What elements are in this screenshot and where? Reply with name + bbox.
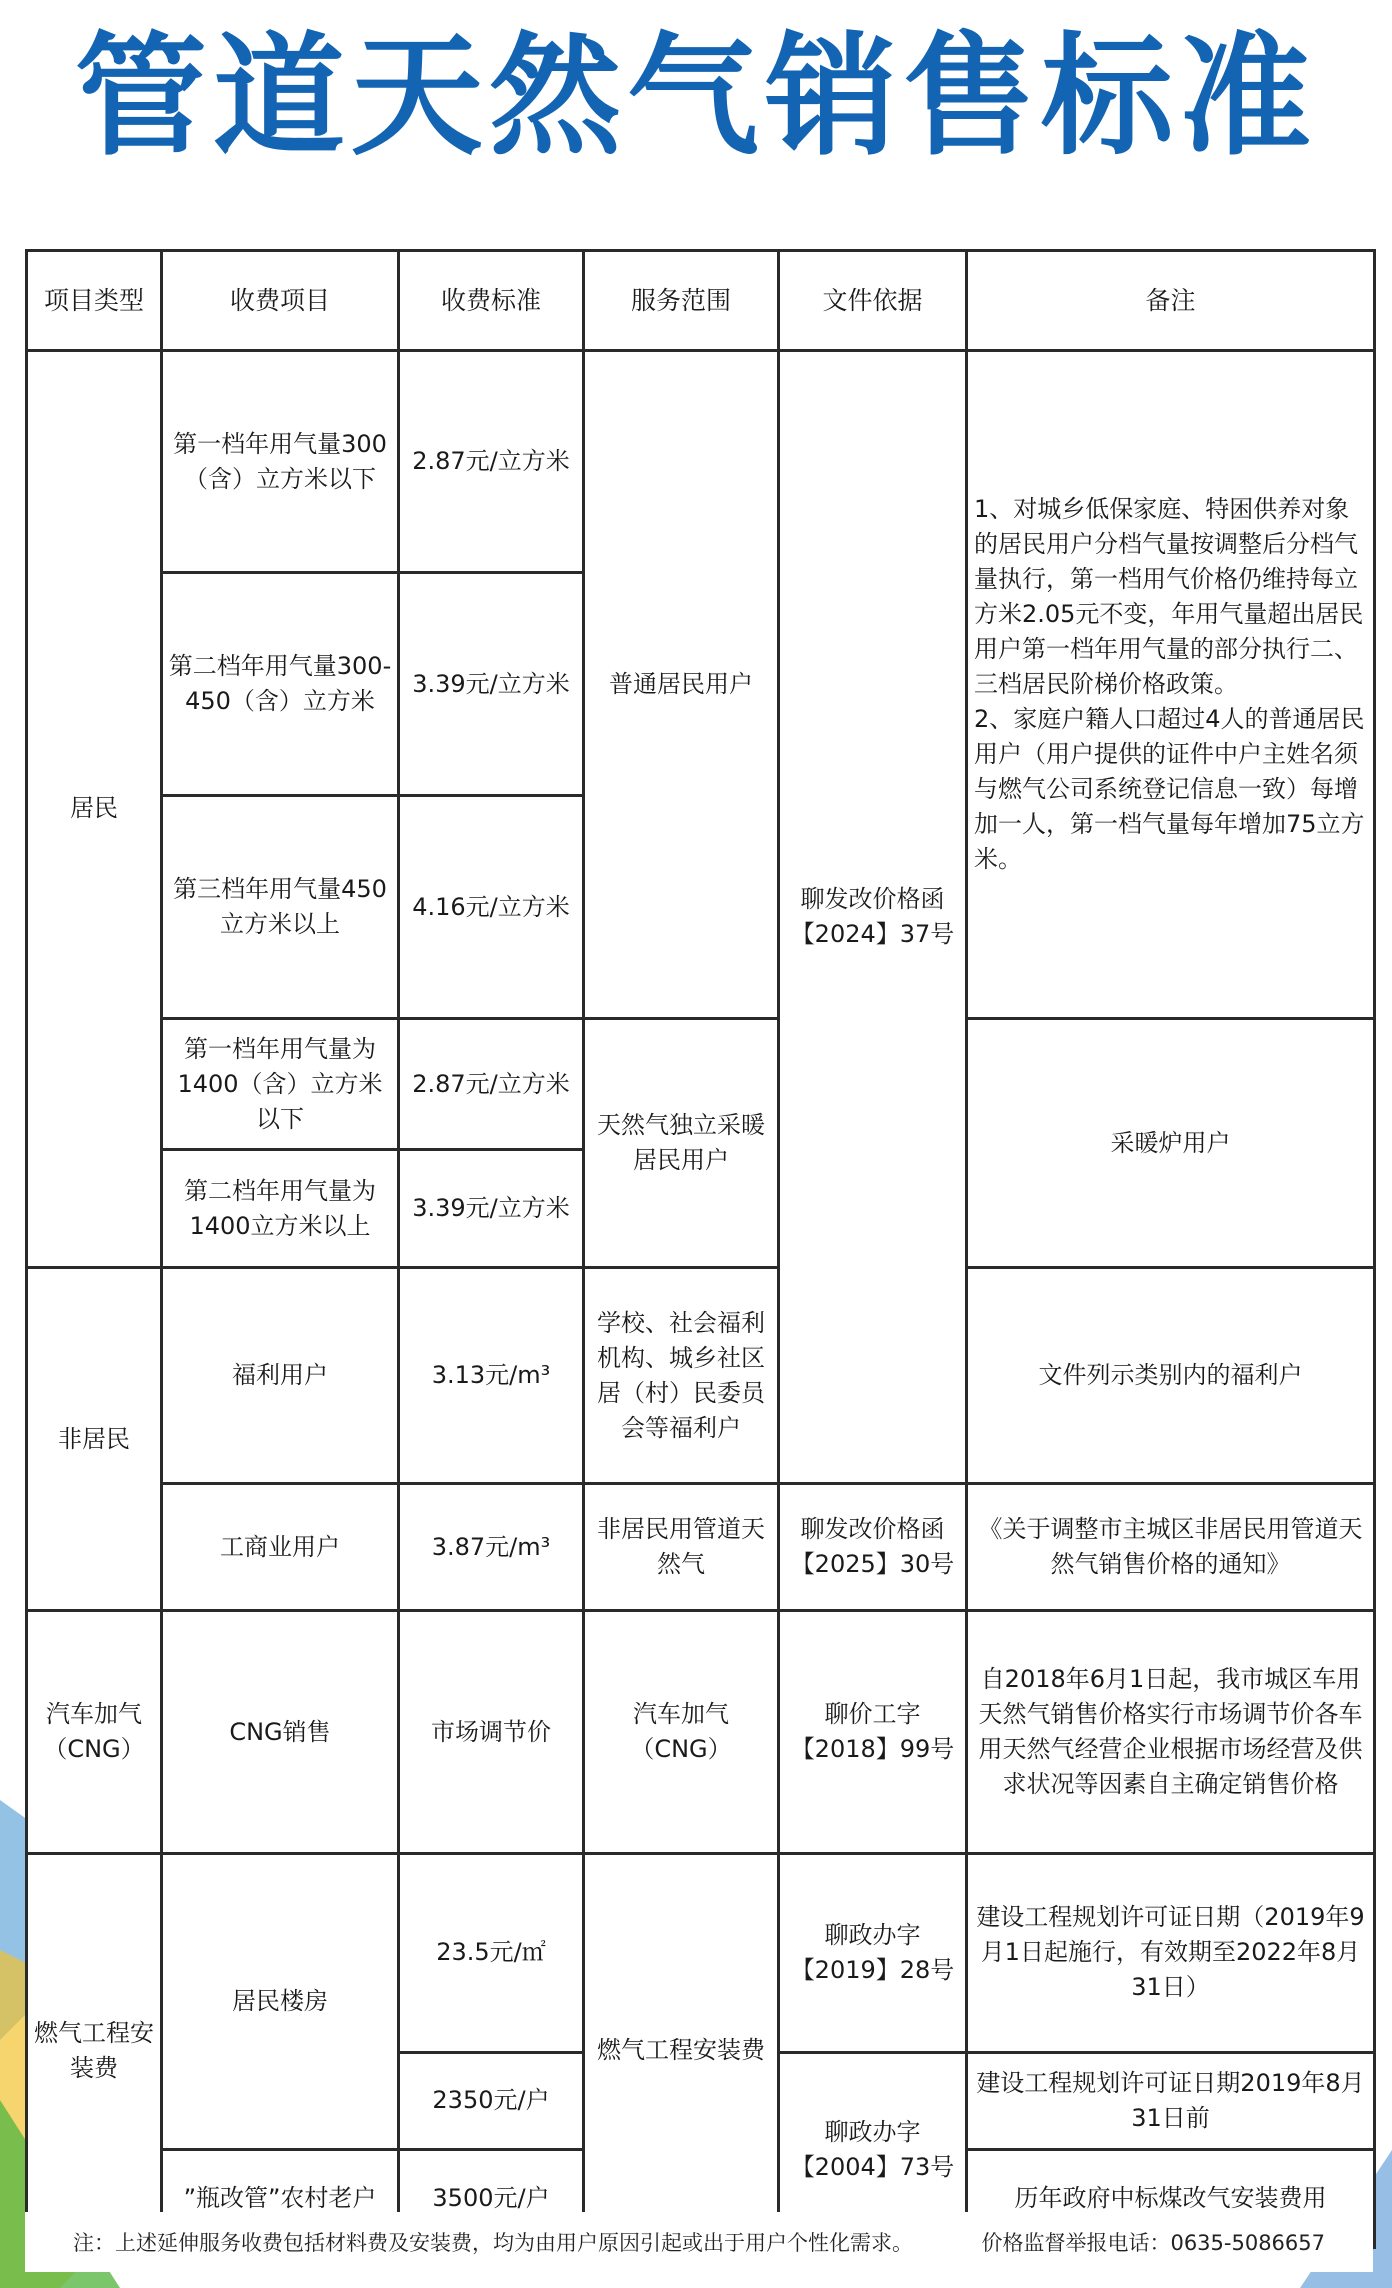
header-item: 收费项目 (162, 251, 399, 351)
scope-cell: 汽车加气（CNG） (584, 1611, 779, 1854)
price-cell: 2.87元/立方米 (399, 350, 584, 573)
remarks-cell (967, 350, 1375, 1018)
item-cell: 工商业用户 (162, 1483, 399, 1610)
table-row (27, 350, 1375, 573)
document-cell: 聊发改价格函【2025】30号 (779, 1483, 967, 1610)
header-category: 项目类型 (27, 251, 162, 351)
document-cell: 聊政办字【2004】73号 (779, 2052, 967, 2247)
header-price: 收费标准 (399, 251, 584, 351)
price-cell: 3.39元/立方米 (399, 1150, 584, 1268)
item-cell: ”瓶改管”农村老户 (162, 2150, 399, 2248)
remarks-cell: 建设工程规划许可证日期2019年8月31日前 (967, 2052, 1375, 2150)
item-cell: 第二档年用气量为1400立方米以上 (162, 1150, 399, 1268)
header-remarks: 备注 (967, 251, 1375, 351)
scope-cell: 普通居民用户 (584, 350, 779, 1018)
item-cell: 第二档年用气量300-450（含）立方米 (162, 573, 399, 796)
scope-cell: 学校、社会福利机构、城乡社区居（村）民委员会等福利户 (584, 1268, 779, 1484)
remarks-cell: 历年政府中标煤改气安装费用 (967, 2150, 1375, 2248)
remarks-cell: 文件列示类别内的福利户 (967, 1268, 1375, 1484)
item-cell: 第三档年用气量450立方米以上 (162, 796, 399, 1019)
table-row (27, 1268, 1375, 1484)
item-cell: CNG销售 (162, 1611, 399, 1854)
item-cell: 福利用户 (162, 1268, 399, 1484)
document-cell: 聊价工字【2018】99号 (779, 1611, 967, 1854)
table-row (27, 1611, 1375, 1854)
table-header-row (27, 251, 1375, 351)
remarks-cell: 采暖炉用户 (967, 1019, 1375, 1268)
category-resident: 居民 (27, 350, 162, 1268)
table-row (27, 1483, 1375, 1610)
scope-cell: 天然气独立采暖居民用户 (584, 1019, 779, 1268)
table-row (27, 1854, 1375, 2052)
document-cell: 聊政办字【2019】28号 (779, 1854, 967, 2052)
price-table (25, 249, 1376, 2249)
item-cell: 居民楼房 (162, 1854, 399, 2150)
price-cell: 4.16元/立方米 (399, 796, 584, 1019)
price-cell: 3.39元/立方米 (399, 573, 584, 796)
category-install: 燃气工程安装费 (27, 1854, 162, 2248)
header-scope: 服务范围 (584, 251, 779, 351)
header-document: 文件依据 (779, 251, 967, 351)
remarks-cell: 自2018年6月1日起，我市城区车用天然气销售价格实行市场调节价各车用天然气经营企业根据市场经营及供求状况等因素自主确定销售价格 (967, 1611, 1375, 1854)
price-cell: 3.13元/m³ (399, 1268, 584, 1484)
category-nonresident: 非居民 (27, 1268, 162, 1611)
item-cell: 第一档年用气量为1400（含）立方米以下 (162, 1019, 399, 1150)
price-cell: 3500元/户 (399, 2150, 584, 2248)
price-cell: 市场调节价 (399, 1611, 584, 1854)
price-cell: 2350元/户 (399, 2052, 584, 2150)
remarks-cell: 建设工程规划许可证日期（2019年9月1日起施行，有效期至2022年8月31日） (967, 1854, 1375, 2052)
footer (25, 2212, 1373, 2272)
remarks-cell: 《关于调整市主城区非居民用管道天然气销售价格的通知》 (967, 1483, 1375, 1610)
footer-hotline: 价格监督举报电话：0635-5086657 (981, 2231, 1325, 2255)
price-cell: 3.87元/m³ (399, 1483, 584, 1610)
price-cell: 2.87元/立方米 (399, 1019, 584, 1150)
footer-note: 注：上述延伸服务收费包括材料费及安装费，均为由用户原因引起或出于用户个性化需求。 (73, 2231, 913, 2255)
scope-cell: 非居民用管道天然气 (584, 1483, 779, 1610)
table-row (27, 1019, 1375, 1150)
document-cell: 聊发改价格函【2024】37号 (779, 350, 967, 1483)
scope-cell: 燃气工程安装费 (584, 1854, 779, 2248)
page-title: 管道天然气销售标准 (75, 20, 1317, 174)
remarks-text: 1、对城乡低保家庭、特困供养对象的居民用户分档气量按调整后分档气量执行，第一档用气价格仍维持每立方米2.05元不变，年用气量超出居民用户第一档年用气量的部分执行二、三档居民阶梯价格政策。 2、家庭户籍人口超过4人的普通居民用户（用户提供的证件中户主姓名须与燃气公司系统登记信息一致）每增加一人，第一档气量每年增加75立方米。 (974, 494, 1365, 873)
item-cell: 第一档年用气量300（含）立方米以下 (162, 350, 399, 573)
price-cell: 23.5元/㎡ (399, 1854, 584, 2052)
category-cng: 汽车加气（CNG） (27, 1611, 162, 1854)
